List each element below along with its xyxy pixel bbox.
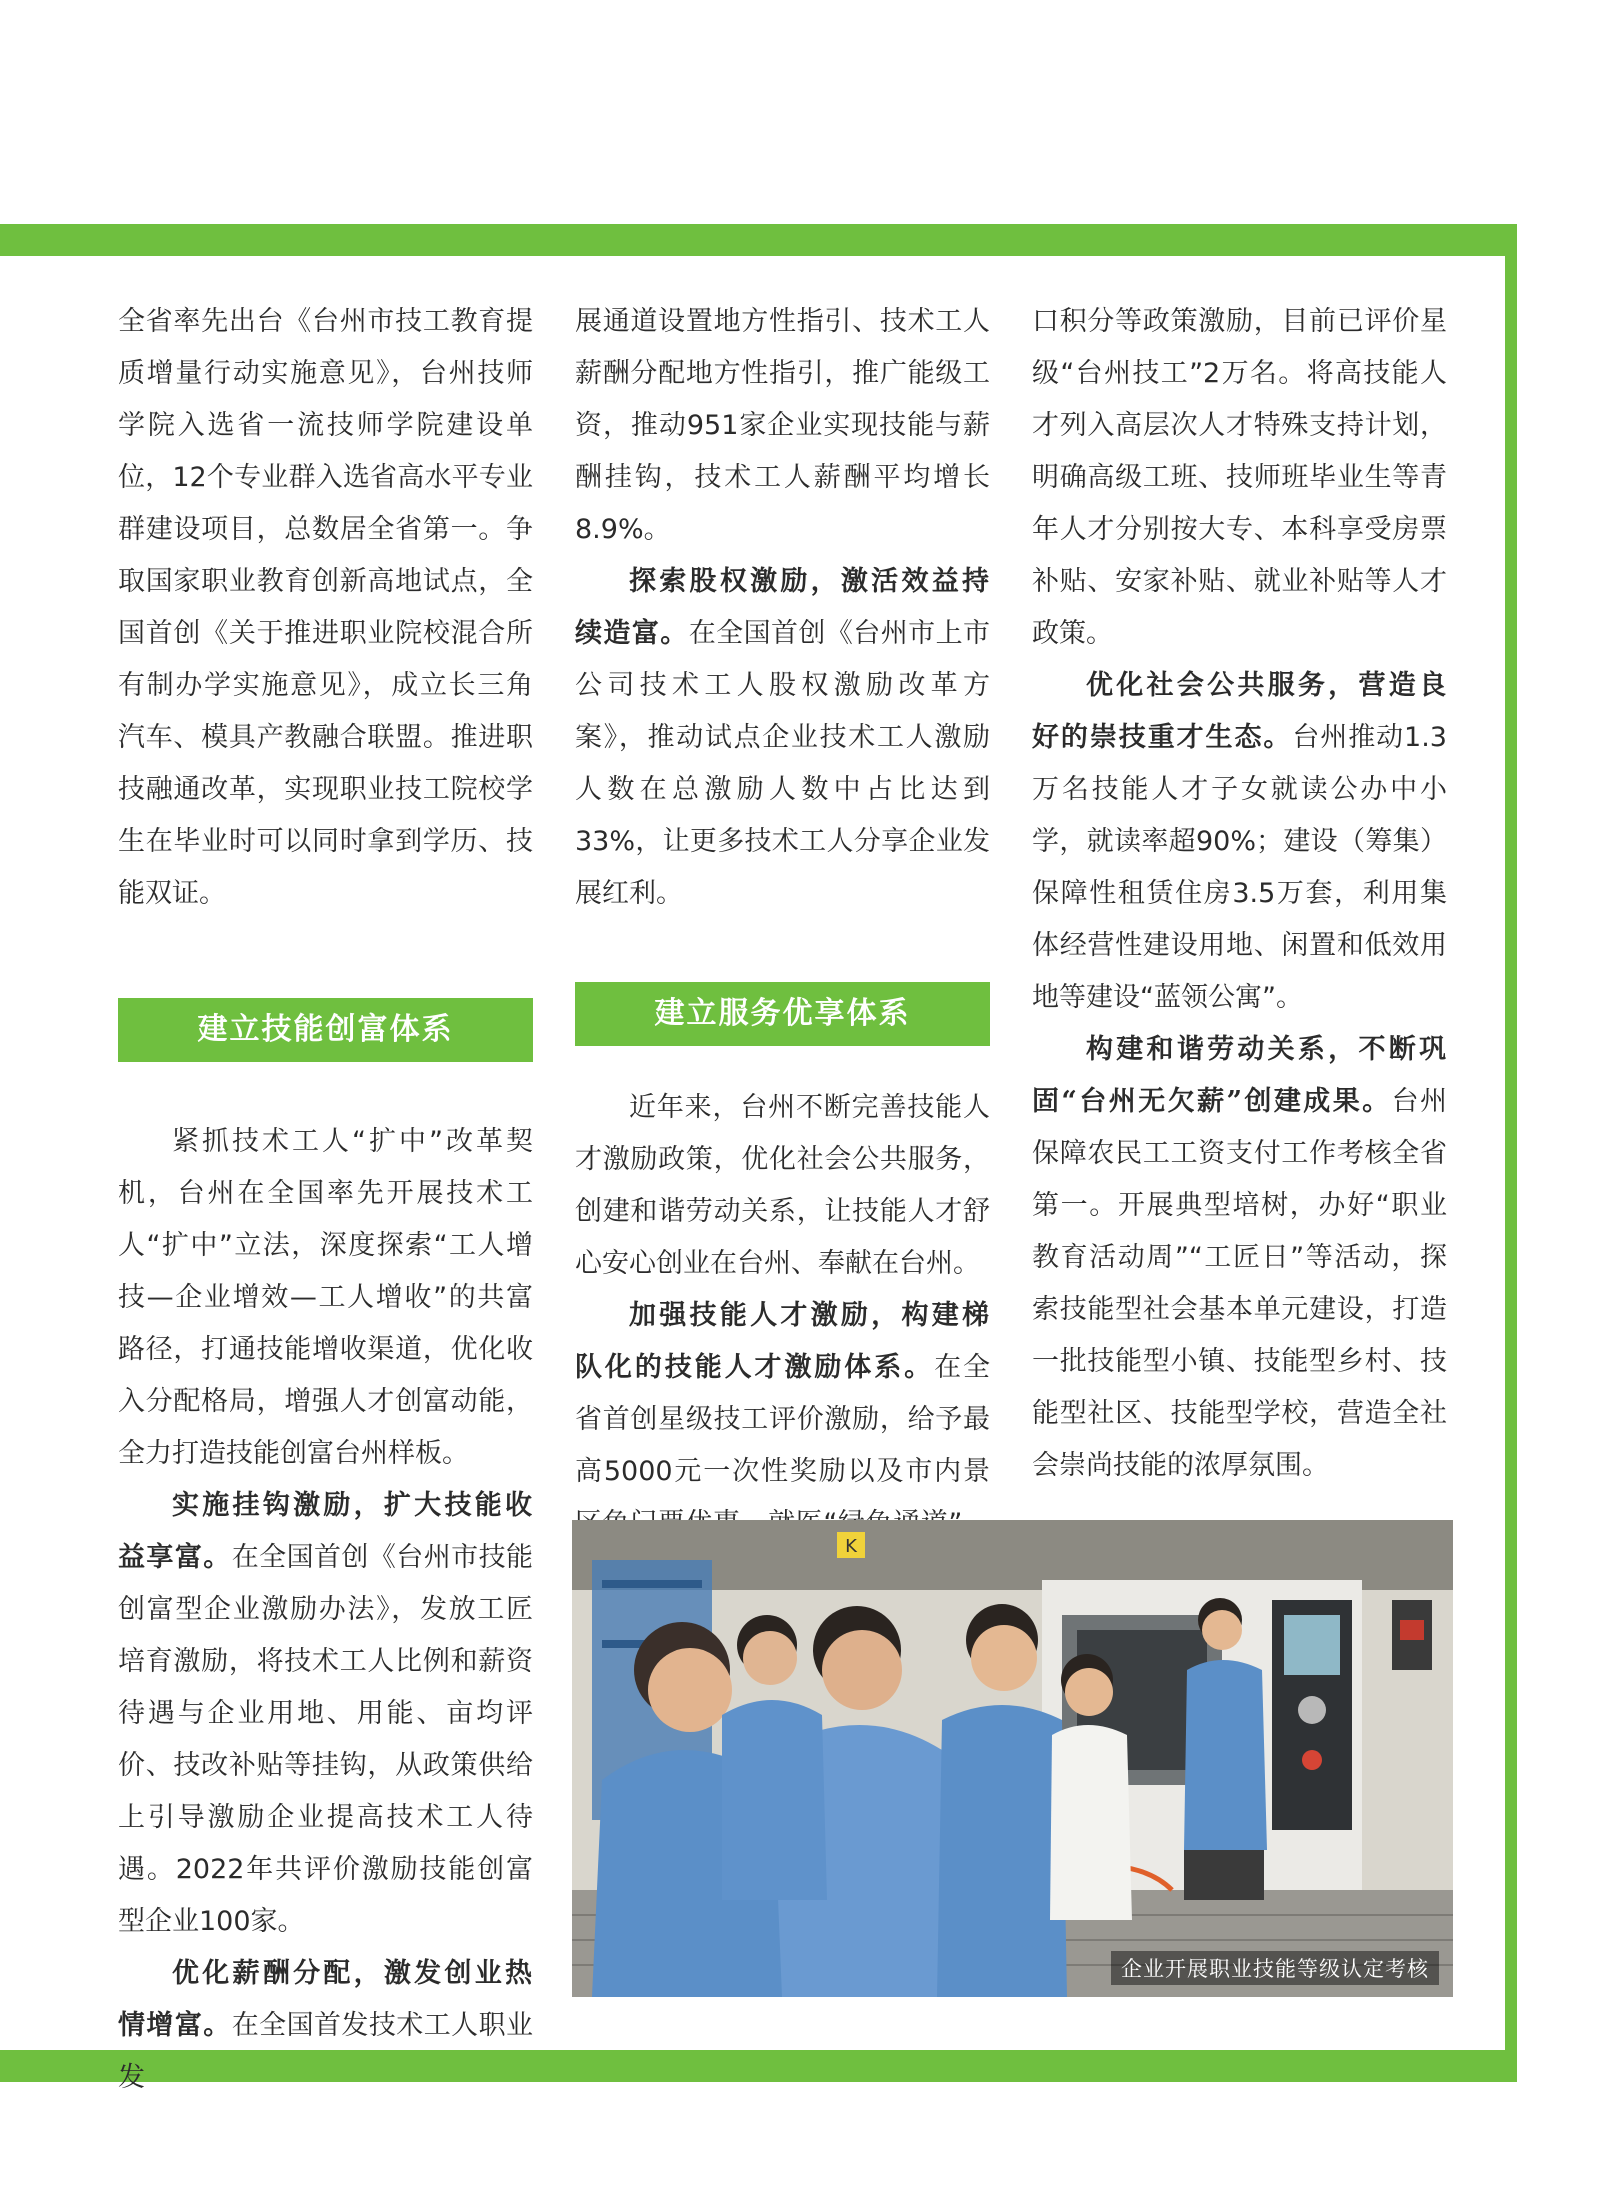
workshop-photo-illustration [572, 1520, 1453, 1997]
article-column-3 [1032, 296, 1447, 1492]
section-heading-service-system: 建立服务优享体系 [575, 982, 990, 1046]
paragraph-lead: 构建和谐劳动关系，不断巩固“台州无欠薪”创建成果。 [1032, 1034, 1447, 1117]
paragraph [1032, 660, 1447, 1024]
paragraph [118, 1948, 533, 2104]
paragraph-lead: 加强技能人才激励，构建梯队化的技能人才激励体系。 [575, 1300, 990, 1383]
paragraph: 紧抓技术工人“扩中”改革契机，台州在全国率先开展技术工人“扩中”立法，深度探索“工人增技—企业增效—工人增收”的共富路径，打通技能增收渠道，优化收入分配格局，增强人才创富动能，全力打造技能创富台州样板。 [118, 1126, 533, 1469]
paragraph-body: 在全国首创《台州市上市公司技术工人股权激励改革方案》，推动试点企业技术工人激励人数在总激励人数中占比达到33%，让更多技术工人分享企业发展红利。 [575, 618, 991, 909]
workshop-photo [572, 1520, 1453, 1997]
paragraph: 全省率先出台《台州市技工教育提质增量行动实施意见》，台州技师学院入选省一流技师学院建设单位，12个专业群入选省高水平专业群建设项目，总数居全省第一。争取国家职业教育创新高地试点，全国首创《关于推进职业院校混合所有制办学实施意见》，成立长三角汽车、模具产教融合联盟。推进职技融通改革，实现职业技工院校学生在毕业时可以同时拿到学历、技能双证。 [118, 306, 533, 909]
paragraph [118, 1480, 533, 1948]
article-column-2 [575, 296, 990, 1602]
sign-letter: K [845, 1536, 857, 1557]
paragraph-lead: 优化薪酬分配，激发创业热情增富。 [118, 1958, 533, 2041]
paragraph: 口积分等政策激励，目前已评价星级“台州技工”2万名。将高技能人才列入高层次人才特殊支持计划，明确高级工班、技师班毕业生等青年人才分别按大专、本科享受房票补贴、安家补贴、就业补贴等人才政策。 [1032, 306, 1447, 649]
paragraph-body: 在全国首创《台州市技能创富型企业激励办法》，发放工匠培育激励，将技术工人比例和薪资待遇与企业用地、用能、亩均评价、技改补贴等挂钩，从政策供给上引导激励企业提高技术工人待遇。2022年共评价激励技能创富型企业100家。 [118, 1542, 534, 1937]
photo-caption: 企业开展职业技能等级认定考核 [1111, 1951, 1439, 1985]
paragraph: 近年来，台州不断完善技能人才激励政策，优化社会公共服务，创建和谐劳动关系，让技能人才舒心安心创业在台州、奉献在台州。 [575, 1092, 990, 1279]
article-column-1 [118, 296, 533, 2104]
paragraph: 展通道设置地方性指引、技术工人薪酬分配地方性指引，推广能级工资，推动951家企业实现技能与薪酬挂钩，技术工人薪酬平均增长8.9%。 [575, 306, 990, 545]
paragraph-body: 在全国首发技术工人职业发 [118, 2010, 534, 2093]
paragraph-body: 台州保障农民工工资支付工作考核全省第一。开展典型培树，办好“职业教育活动周”“工匠日”等活动，探索技能型社会基本单元建设，打造一批技能型小镇、技能型乡村、技能型社区、技能型学校，营造全社会崇尚技能的浓厚氛围。 [1032, 1086, 1448, 1481]
paragraph [575, 556, 990, 920]
section-heading-skills-wealth: 建立技能创富体系 [118, 998, 533, 1062]
green-frame-top [0, 224, 1517, 256]
paragraph-body: 在全省首创星级技工评价激励，给予最高5000元一次性奖励以及市内景 [575, 1352, 991, 1487]
green-frame-right [1505, 224, 1517, 2082]
paragraph-lead: 探索股权激励，激活效益持续造富。 [575, 566, 990, 649]
paragraph-lead: 实施挂钩激励，扩大技能收益享富。 [118, 1490, 533, 1573]
paragraph [1032, 1024, 1447, 1492]
paragraph-lead: 优化社会公共服务，营造良好的崇技重才生态。 [1032, 670, 1447, 753]
paragraph-body: 台州推动1.3万名技能人才子女就读公办中小学，就读率超90%；建设（筹集）保障性租赁住房3.5万套，利用集体经营性建设用地、闲置和低效用地等建设“蓝领公寓”。 [1032, 722, 1447, 1013]
